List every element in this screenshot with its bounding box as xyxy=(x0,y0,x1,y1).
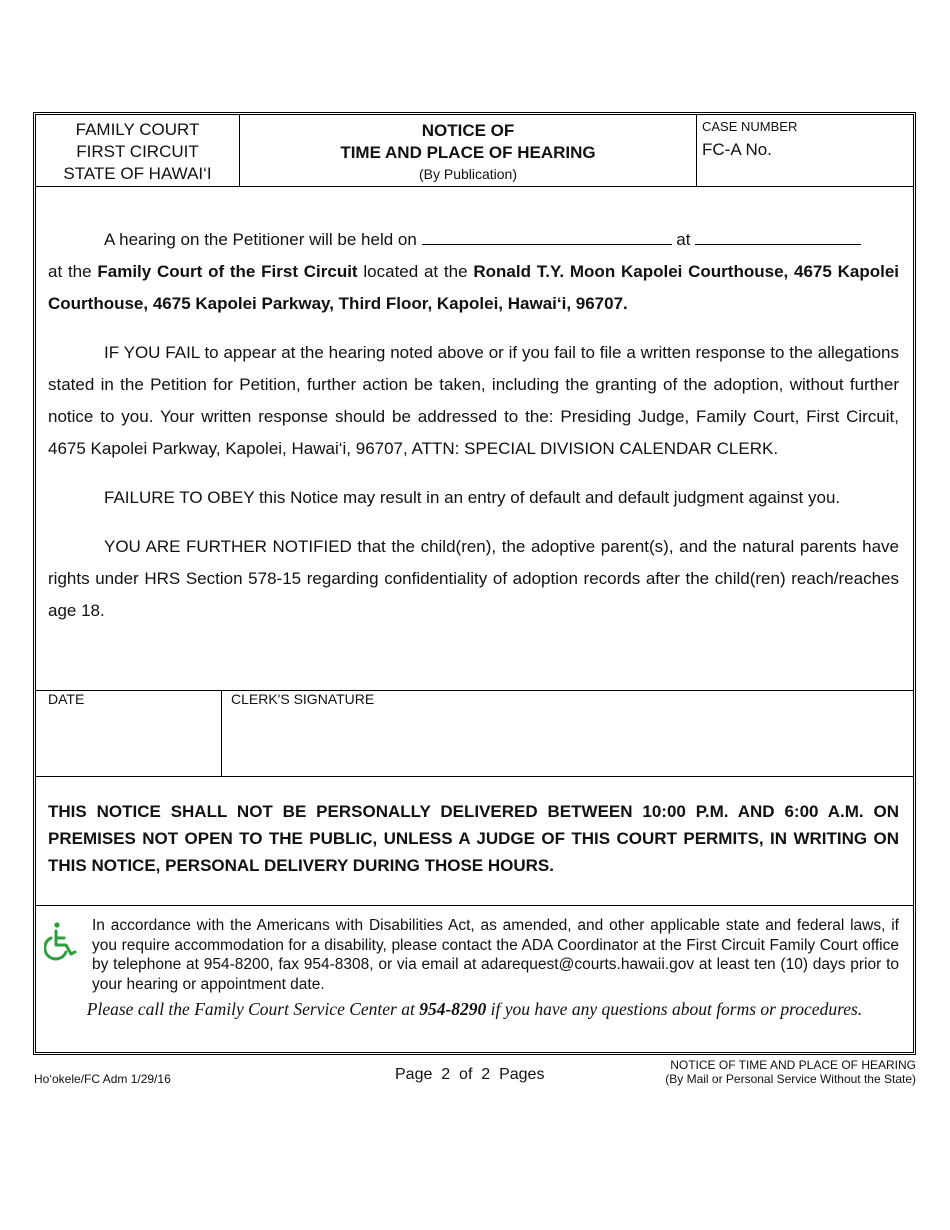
case-number-label: CASE NUMBER xyxy=(702,119,798,134)
date-label: DATE xyxy=(48,691,85,707)
case-number-box xyxy=(698,115,913,186)
footer-title-line1: NOTICE OF TIME AND PLACE OF HEARING xyxy=(670,1058,916,1072)
court-line: FAMILY COURT xyxy=(75,120,200,139)
hearing-location xyxy=(48,256,899,320)
footer-title xyxy=(665,1058,916,1086)
court-line: FIRST CIRCUIT xyxy=(76,142,199,161)
delivery-warning: THIS NOTICE SHALL NOT BE PERSONALLY DELIVERED BETWEEN 10:00 P.M. AND 6:00 A.M. ON PREMISES NOT OPEN TO THE PUBLIC, UNLESS A JUDGE OF THIS COURT PERMITS, IN WRITING ON THIS NOTICE, PERSONAL DELIVERY DURING THOSE HOURS. xyxy=(48,802,899,875)
wheelchair-icon xyxy=(44,921,78,961)
footer-title-line2: (By Mail or Personal Service Without the State) xyxy=(665,1072,916,1086)
document-subtitle: (By Publication) xyxy=(418,166,518,182)
service-center-phone: 954-8290 xyxy=(419,999,487,1019)
service-center-text-end: if you have any questions about forms or procedures. xyxy=(490,999,863,1019)
document-title-line1: NOTICE OF xyxy=(421,121,515,140)
hearing-date-line xyxy=(48,224,899,256)
title-box xyxy=(240,115,697,186)
courthouse-address: Ronald T.Y. Moon Kapolei Courthouse, 4675 Kapolei Courthouse, 4675 Kapolei Parkway, Third Floor, Kapolei, Hawai‘i, 96707. xyxy=(48,262,899,313)
page-number: Page 2 of 2 Pages xyxy=(395,1066,545,1083)
date-box[interactable] xyxy=(36,691,222,776)
service-center-line xyxy=(36,999,913,1020)
fail-paragraph: IF YOU FAIL to appear at the hearing noted above or if you fail to file a written response to the allegations stated in the Petition for Petition, further action be taken, including the granting of the adoption, without further notice to you. Your written response should be addressed to the: Presiding Judge, Family Court, First Circuit, 4675 Kapolei Parkway, Kapolei, Hawai‘i, 96707, ATTN: SPECIAL DIVISION CALENDAR CLERK. xyxy=(48,343,899,458)
court-line: STATE OF HAWAI‘I xyxy=(63,164,212,183)
court-name: Family Court of the First Circuit xyxy=(97,262,358,281)
court-name-box xyxy=(36,115,240,186)
at-word: at xyxy=(676,230,691,249)
failure-paragraph: FAILURE TO OBEY this Notice may result in an entry of default and default judgment against you. xyxy=(104,488,841,507)
divider xyxy=(36,905,913,906)
clerk-signature-label: CLERK'S SIGNATURE xyxy=(231,691,375,707)
hearing-date-blank[interactable] xyxy=(422,226,672,245)
at-the-text: at the xyxy=(48,262,92,281)
hearing-prefix: A hearing on the Petitioner will be held on xyxy=(104,230,417,249)
service-center-text: Please call the Family Court Service Center at xyxy=(86,999,415,1019)
case-number-field[interactable]: FC-A No. xyxy=(702,140,772,159)
document-title-line2: TIME AND PLACE OF HEARING xyxy=(340,143,596,162)
form-id: Ho‘okele/FC Adm 1/29/16 xyxy=(34,1072,171,1086)
located-at-text: located at the xyxy=(363,262,468,281)
notified-paragraph: YOU ARE FURTHER NOTIFIED that the child(ren), the adoptive parent(s), and the natural parents have rights under HRS Section 578-15 regarding confidentiality of adoption records after the child(ren) reach/reaches age 18. xyxy=(48,537,899,620)
hearing-time-blank[interactable] xyxy=(695,226,861,245)
form-header xyxy=(36,115,913,187)
notice-form xyxy=(33,112,916,1055)
notice-body xyxy=(48,224,899,644)
signature-row xyxy=(36,690,913,777)
clerk-signature-box[interactable] xyxy=(223,691,913,776)
ada-notice: In accordance with the Americans with Disabilities Act, as amended, and other applicable state and federal laws, if you require accommodation for a disability, please contact the ADA Coordinator at the First Circuit Family Court office by telephone at 954-8200, fax 954-8308, or via email at adarequest@courts.hawaii.gov at least ten (10) days prior to your hearing or appointment date. xyxy=(92,917,899,993)
